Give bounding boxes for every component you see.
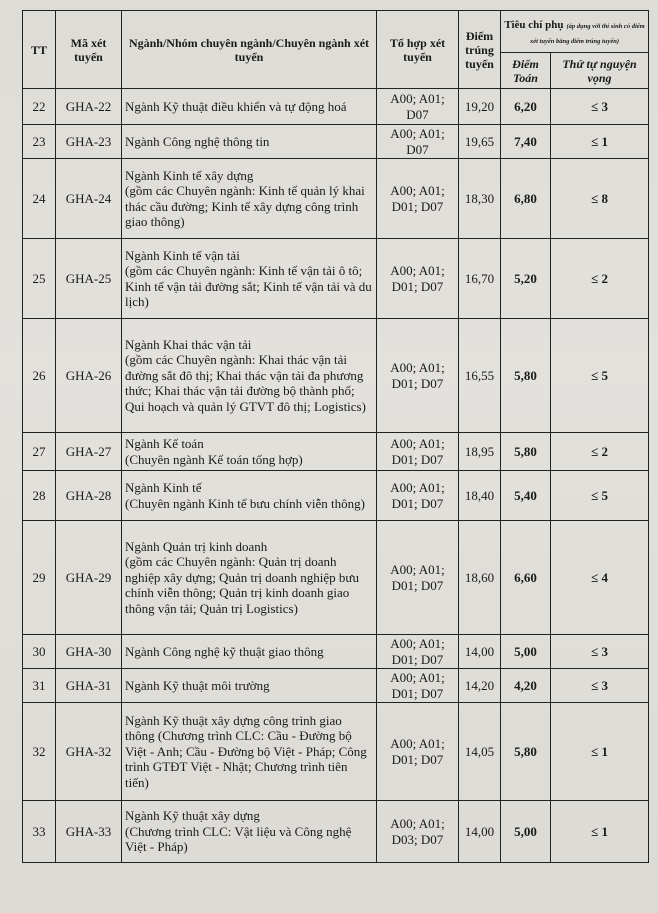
admission-code: GHA-30	[56, 635, 122, 669]
priority-order: ≤ 1	[551, 801, 649, 863]
priority-order: ≤ 3	[551, 635, 649, 669]
subject-combination: A00; A01; D01; D07	[377, 319, 459, 433]
table-row	[23, 635, 649, 669]
major-name: Ngành Kinh tế xây dựng (gồm các Chuyên ngành: Kinh tế quản lý khai thác cầu đường; Kinh tế xây dựng công trình giao thông)	[122, 159, 377, 239]
row-number: 22	[23, 89, 56, 125]
math-score: 6,60	[501, 521, 551, 635]
priority-order: ≤ 1	[551, 703, 649, 801]
table-row	[23, 125, 649, 159]
cutoff-score: 14,00	[459, 801, 501, 863]
admission-code: GHA-24	[56, 159, 122, 239]
table-row	[23, 159, 649, 239]
table-row	[23, 471, 649, 521]
major-name: Ngành Kỹ thuật điều khiển và tự động hoá	[122, 89, 377, 125]
subject-combination: A00; A01; D01; D07	[377, 471, 459, 521]
priority-order: ≤ 2	[551, 433, 649, 471]
admission-code: GHA-26	[56, 319, 122, 433]
priority-order: ≤ 2	[551, 239, 649, 319]
table-row	[23, 89, 649, 125]
row-number: 24	[23, 159, 56, 239]
priority-order: ≤ 1	[551, 125, 649, 159]
cutoff-score: 16,70	[459, 239, 501, 319]
math-score: 5,80	[501, 703, 551, 801]
cutoff-score: 16,55	[459, 319, 501, 433]
row-number: 31	[23, 669, 56, 703]
major-name: Ngành Kỹ thuật xây dựng công trình giao thông (Chương trình CLC: Cầu - Đường bộ Việt - Anh; Cầu - Đường bộ Việt - Pháp; Công trình GTĐT Việt - Nhật; Chương trình tiên tiến)	[122, 703, 377, 801]
row-number: 33	[23, 801, 56, 863]
priority-order: ≤ 5	[551, 319, 649, 433]
priority-order: ≤ 3	[551, 89, 649, 125]
priority-order: ≤ 8	[551, 159, 649, 239]
row-number: 28	[23, 471, 56, 521]
subject-combination: A00; A01; D01; D07	[377, 635, 459, 669]
row-number: 23	[23, 125, 56, 159]
header-priority: Thứ tự nguyện vọng	[551, 53, 649, 89]
subject-combination: A00; A01; D01; D07	[377, 159, 459, 239]
math-score: 5,00	[501, 801, 551, 863]
subject-combination: A00; A01; D01; D07	[377, 433, 459, 471]
cutoff-score: 19,65	[459, 125, 501, 159]
math-score: 4,20	[501, 669, 551, 703]
header-combo: Tổ hợp xét tuyển	[377, 11, 459, 89]
admission-code: GHA-28	[56, 471, 122, 521]
major-name: Ngành Kinh tế (Chuyên ngành Kinh tế bưu chính viễn thông)	[122, 471, 377, 521]
row-number: 26	[23, 319, 56, 433]
admission-code: GHA-29	[56, 521, 122, 635]
admission-scores-table	[22, 10, 649, 863]
criteria-note: (áp dụng với thí sinh có điểm xét tuyển bằng điểm trúng tuyển)	[529, 23, 645, 45]
admission-code: GHA-22	[56, 89, 122, 125]
header-math: Điểm Toán	[501, 53, 551, 89]
major-name: Ngành Quản trị kinh doanh (gồm các Chuyên ngành: Quản trị doanh nghiệp xây dựng; Quản trị doanh nghiệp bưu chính viễn thông; Quản trị kinh doanh giao thông vận tải; Quản trị Logistics)	[122, 521, 377, 635]
cutoff-score: 18,95	[459, 433, 501, 471]
cutoff-score: 18,30	[459, 159, 501, 239]
admission-code: GHA-23	[56, 125, 122, 159]
major-name: Ngành Kinh tế vận tải (gồm các Chuyên ngành: Kinh tế vận tải ô tô; Kinh tế vận tải đường sắt; Kinh tế vận tải và du lịch)	[122, 239, 377, 319]
criteria-title: Tiêu chí phụ	[504, 19, 564, 31]
table-row	[23, 433, 649, 471]
table-row	[23, 703, 649, 801]
cutoff-score: 14,05	[459, 703, 501, 801]
table-body	[23, 89, 649, 863]
priority-order: ≤ 5	[551, 471, 649, 521]
header-score: Điểm trúng tuyển	[459, 11, 501, 89]
row-number: 32	[23, 703, 56, 801]
math-score: 5,80	[501, 319, 551, 433]
math-score: 7,40	[501, 125, 551, 159]
math-score: 5,40	[501, 471, 551, 521]
major-name: Ngành Kỹ thuật xây dựng (Chương trình CLC: Vật liệu và Công nghệ Việt - Pháp)	[122, 801, 377, 863]
table-row	[23, 521, 649, 635]
subject-combination: A00; A01; D01; D07	[377, 521, 459, 635]
admission-code: GHA-25	[56, 239, 122, 319]
major-name: Ngành Công nghệ kỹ thuật giao thông	[122, 635, 377, 669]
priority-order: ≤ 4	[551, 521, 649, 635]
subject-combination: A00; A01; D01; D07	[377, 703, 459, 801]
subject-combination: A00; A01; D07	[377, 89, 459, 125]
row-number: 29	[23, 521, 56, 635]
header-tt: TT	[23, 11, 56, 89]
table-row	[23, 319, 649, 433]
major-name: Ngành Kỹ thuật môi trường	[122, 669, 377, 703]
admission-code: GHA-32	[56, 703, 122, 801]
math-score: 5,00	[501, 635, 551, 669]
admission-code: GHA-27	[56, 433, 122, 471]
math-score: 6,80	[501, 159, 551, 239]
subject-combination: A00; A01; D03; D07	[377, 801, 459, 863]
table-row	[23, 239, 649, 319]
subject-combination: A00; A01; D01; D07	[377, 669, 459, 703]
cutoff-score: 14,00	[459, 635, 501, 669]
table-row	[23, 801, 649, 863]
math-score: 6,20	[501, 89, 551, 125]
table-row	[23, 669, 649, 703]
row-number: 27	[23, 433, 56, 471]
major-name: Ngành Kế toán (Chuyên ngành Kế toán tổng hợp)	[122, 433, 377, 471]
subject-combination: A00; A01; D07	[377, 125, 459, 159]
admission-code: GHA-33	[56, 801, 122, 863]
major-name: Ngành Khai thác vận tải (gồm các Chuyên ngành: Khai thác vận tải đường sắt đô thị; Khai thác vận tải đa phương thức; Khai thác vận tải đường bộ thành phố; Qui hoạch và quản lý GTVT đô thị; Logistics)	[122, 319, 377, 433]
header-code: Mã xét tuyển	[56, 11, 122, 89]
header-major: Ngành/Nhóm chuyên ngành/Chuyên ngành xét tuyển	[122, 11, 377, 89]
header-criteria	[501, 11, 649, 53]
math-score: 5,20	[501, 239, 551, 319]
priority-order: ≤ 3	[551, 669, 649, 703]
admission-code: GHA-31	[56, 669, 122, 703]
major-name: Ngành Công nghệ thông tin	[122, 125, 377, 159]
cutoff-score: 19,20	[459, 89, 501, 125]
math-score: 5,80	[501, 433, 551, 471]
row-number: 25	[23, 239, 56, 319]
row-number: 30	[23, 635, 56, 669]
subject-combination: A00; A01; D01; D07	[377, 239, 459, 319]
cutoff-score: 18,40	[459, 471, 501, 521]
cutoff-score: 18,60	[459, 521, 501, 635]
cutoff-score: 14,20	[459, 669, 501, 703]
